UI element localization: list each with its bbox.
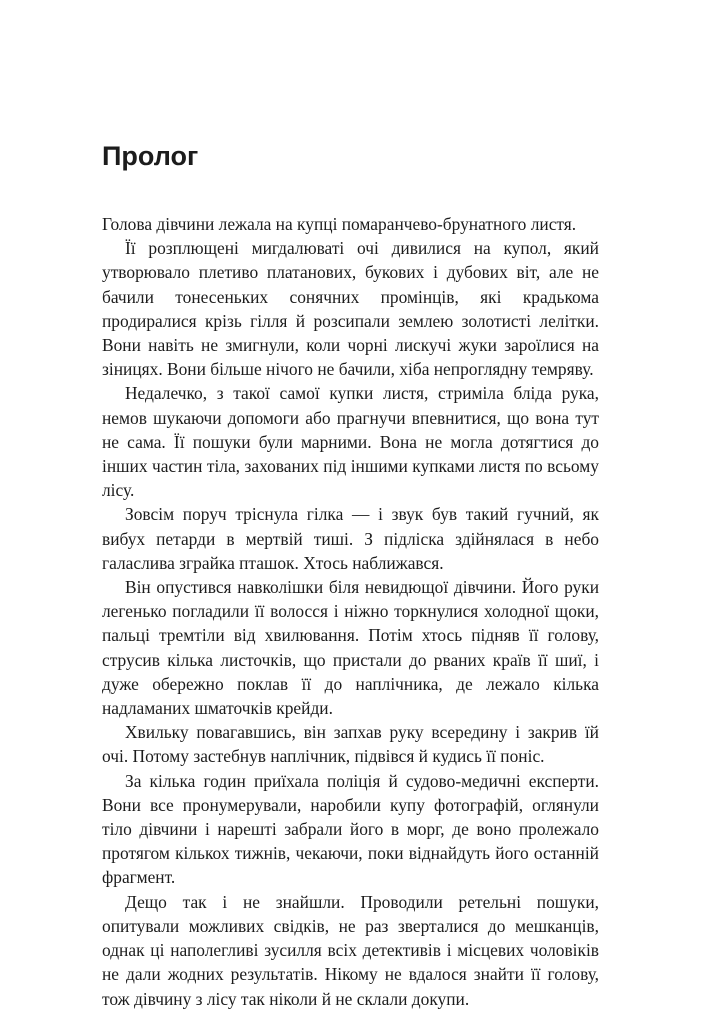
paragraph: Дещо так і не знайшли. Проводили ретельні пошуки, опитували можливих свідків, не раз зверталися до мешканців, однак ці наполегливі зусилля всіх детективів і місцевих чоловіків не дали жодних результатів. Нікому не вдалося знайти її голову, тож дівчину з лісу так ніколи й не склали докупи. [102,891,599,1009]
paragraph: Її розплющені мигдалюваті очі дивилися на купол, який утворювало плетиво платанових, букових і дубових віт, але не бачили тонесеньких сонячних промінців, які крадькома продиралися крізь гілля й розсипали землею золотисті лелітки. Вони навіть не змигнули, коли чорні лискучі жуки зароїлися на зіницях. Вони більше нічого не бачили, хіба непроглядну темряву. [102,238,599,380]
paragraph: Він опустився навколішки біля невидющої дівчини. Його руки легенько погладили її волосся і ніжно торкнулися холодної щоки, пальці тремтіли від хвилювання. Потім хтось підняв її голову, струсив кілька листочків, що пристали до рваних країв її шиї, і дуже обережно поклав її до наплічника, де лежало кілька надламаних шматочків крейди. [102,577,599,719]
paragraph: За кілька годин приїхала поліція й судово-медичні експерти. Вони все пронумерували, наробили купу фотографій, оглянули тіло дівчини і нарешті забрали його в морг, де воно пролежало протягом кількох тижнів, чекаючи, поки віднайдуть його останній фрагмент. [102,770,599,888]
paragraph: Недалечко, з такої самої купки листя, стриміла бліда рука, немов шукаючи допомоги або прагнучи впевнитися, що вона тут не сама. Її пошуки були марними. Вона не могла дотягтися до інших частин тіла, захованих під іншими купками листя по всьому лісу. [102,383,599,501]
paragraph: Голова дівчини лежала на купці помаранчево-брунатного листя. [102,214,577,234]
paragraph: Хвильку повагавшись, він запхав руку всередину і закрив їй очі. Потому застебнув наплічник, підвівся й кудись її поніс. [102,722,599,767]
chapter-title: Пролог [102,141,199,171]
paragraph: Зовсім поруч тріснула гілка — і звук був такий гучний, як вибух петарди в мертвій тиші. З підліска здійнялася в небо галаслива зграйка пташок. Хтось наближався. [102,504,599,573]
chapter-body [102,212,599,1011]
